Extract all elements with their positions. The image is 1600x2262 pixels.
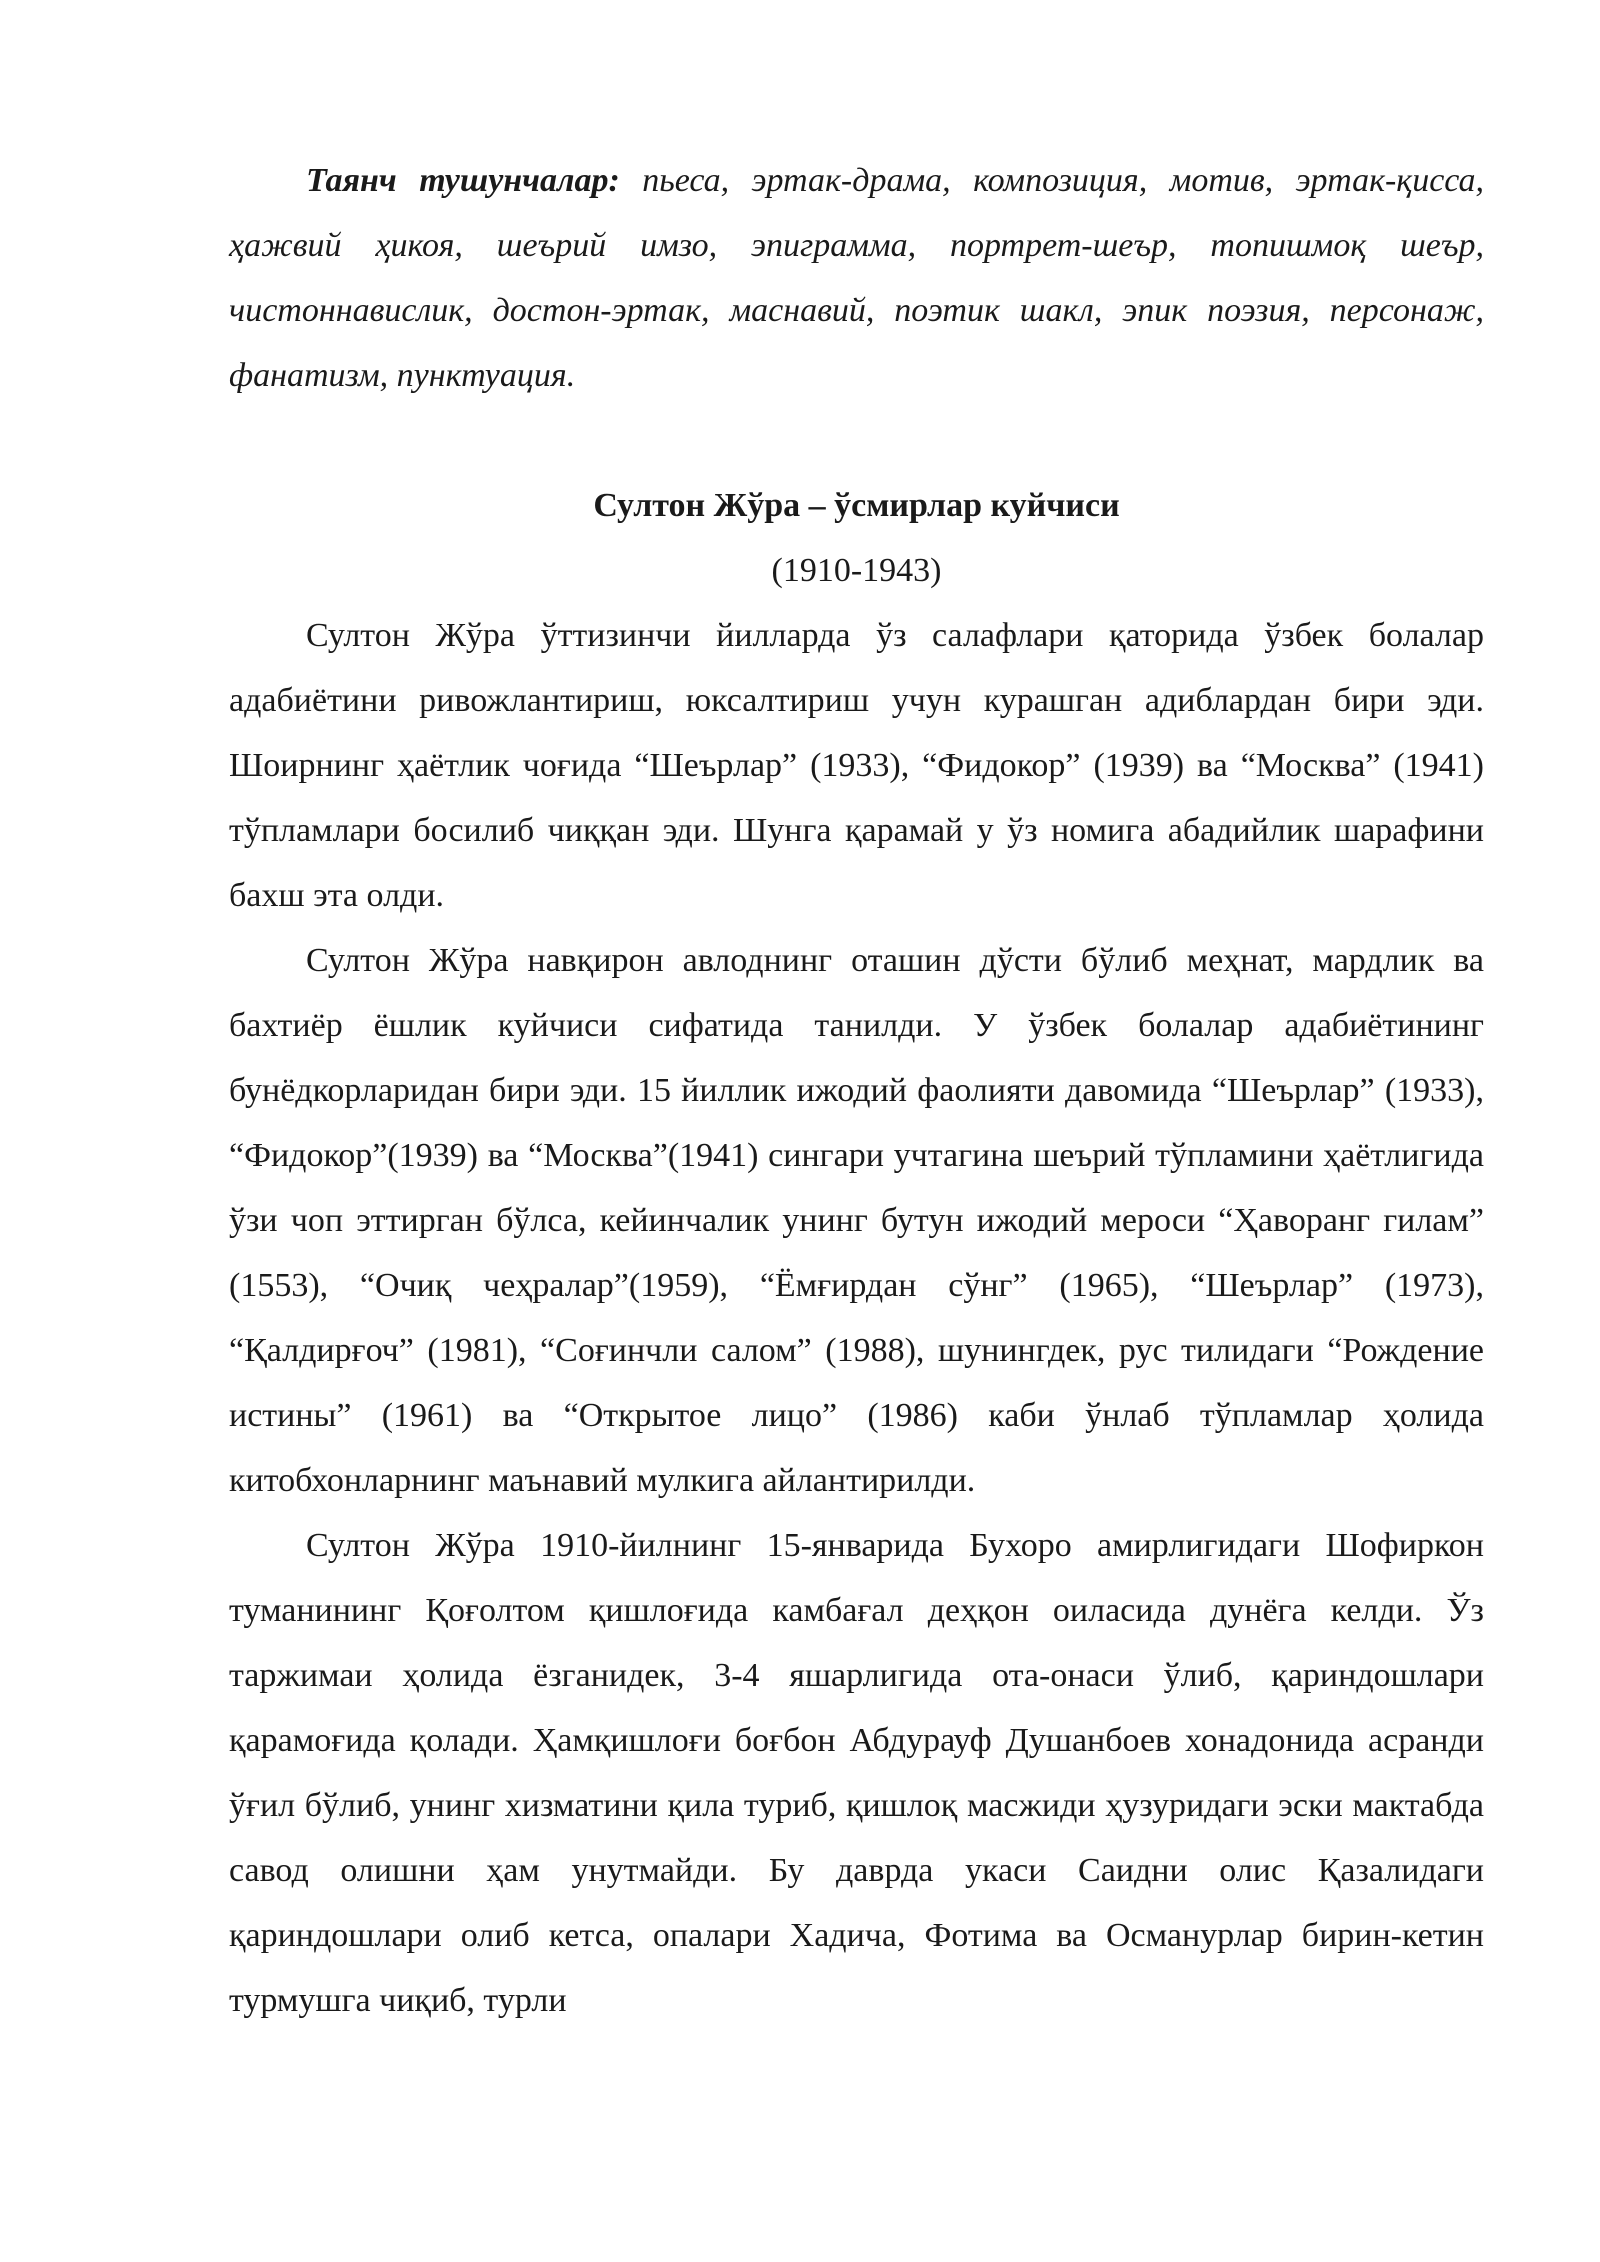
key-concepts-list: пьеса, эртак-драма, композиция, мотив, эртак-қисса, ҳажвий ҳикоя, шеърий имзо, эпиграмма, портрет-шеър, топишмоқ шеър, чистоннавислик, достон-эртак, маснавий, поэтик шакл, эпик поэзия, персонаж, фанатизм, пунктуация. (229, 162, 1485, 394)
section-years: (1910-1943) (771, 552, 942, 589)
body-paragraph: Султон Жўра ўттизинчи йилларда ўз салафлари қаторида ўзбек болалар адабиётини ривожлантириш, юксалтириш учун курашган адиблардан бири эди. Шоирнинг ҳаётлик чоғида “Шеърлар” (1933), “Фидокор” (1939) ва “Москва” (1941) тўпламлари босилиб чиққан эди. Шунга қарамай у ўз номига абадийлик шарафини бахш эта олди. (229, 617, 1484, 914)
page-content (229, 148, 1484, 2033)
body-paragraph: Султон Жўра 1910-йилнинг 15-январида Бухоро амирлигидаги Шофиркон туманининг Қоғолтом қишлоғида камбағал деҳқон оиласида дунёга келди. Ўз таржимаи ҳолида ёзганидек, 3-4 яшарлигида ота-онаси ўлиб, қариндошлари қарамоғида қолади. Ҳамқишлоғи боғбон Абдурауф Душанбоев хонадонида асранди ўғил бўлиб, унинг хизматини қила туриб, қишлоқ масжиди ҳузуридаги эски мактабда савод олишни ҳам унутмайди. Бу даврда укаси Саидни олис Қазалидаги қариндошлари олиб кетса, опалари Хадича, Фотима ва Османурлар бирин-кетин турмушга чиқиб, турли (229, 1527, 1484, 2019)
body-paragraph: Султон Жўра навқирон авлоднинг оташин дўсти бўлиб меҳнат, мардлик ва бахтиёр ёшлик куйчиси сифатида танилди. У ўзбек болалар адабиётининг бунёдкорларидан бири эди. 15 йиллик ижодий фаолияти давомида “Шеърлар” (1933), “Фидокор”(1939) ва “Москва”(1941) сингари учтагина шеърий тўпламини ҳаётлигида ўзи чоп эттирган бўлса, кейинчалик унинг бутун ижодий мероси “Ҳаворанг гилам” (1553), “Очиқ чеҳралар”(1959), “Ёмғирдан сўнг” (1965), “Шеърлар” (1973), “Қалдирғоч” (1981), “Соғинчли салом” (1988), шунингдек, рус тилидаги “Рождение истины” (1961) ва “Открытое лицо” (1986) каби ўнлаб тўпламлар ҳолида китобхонларнинг маънавий мулкига айлантирилди. (229, 942, 1484, 1499)
section-title: Султон Жўра – ўсмирлар куйчиси (593, 487, 1120, 524)
key-concepts-label: Таянч тушунчалар: (306, 162, 620, 199)
key-concepts-paragraph (229, 148, 1484, 408)
